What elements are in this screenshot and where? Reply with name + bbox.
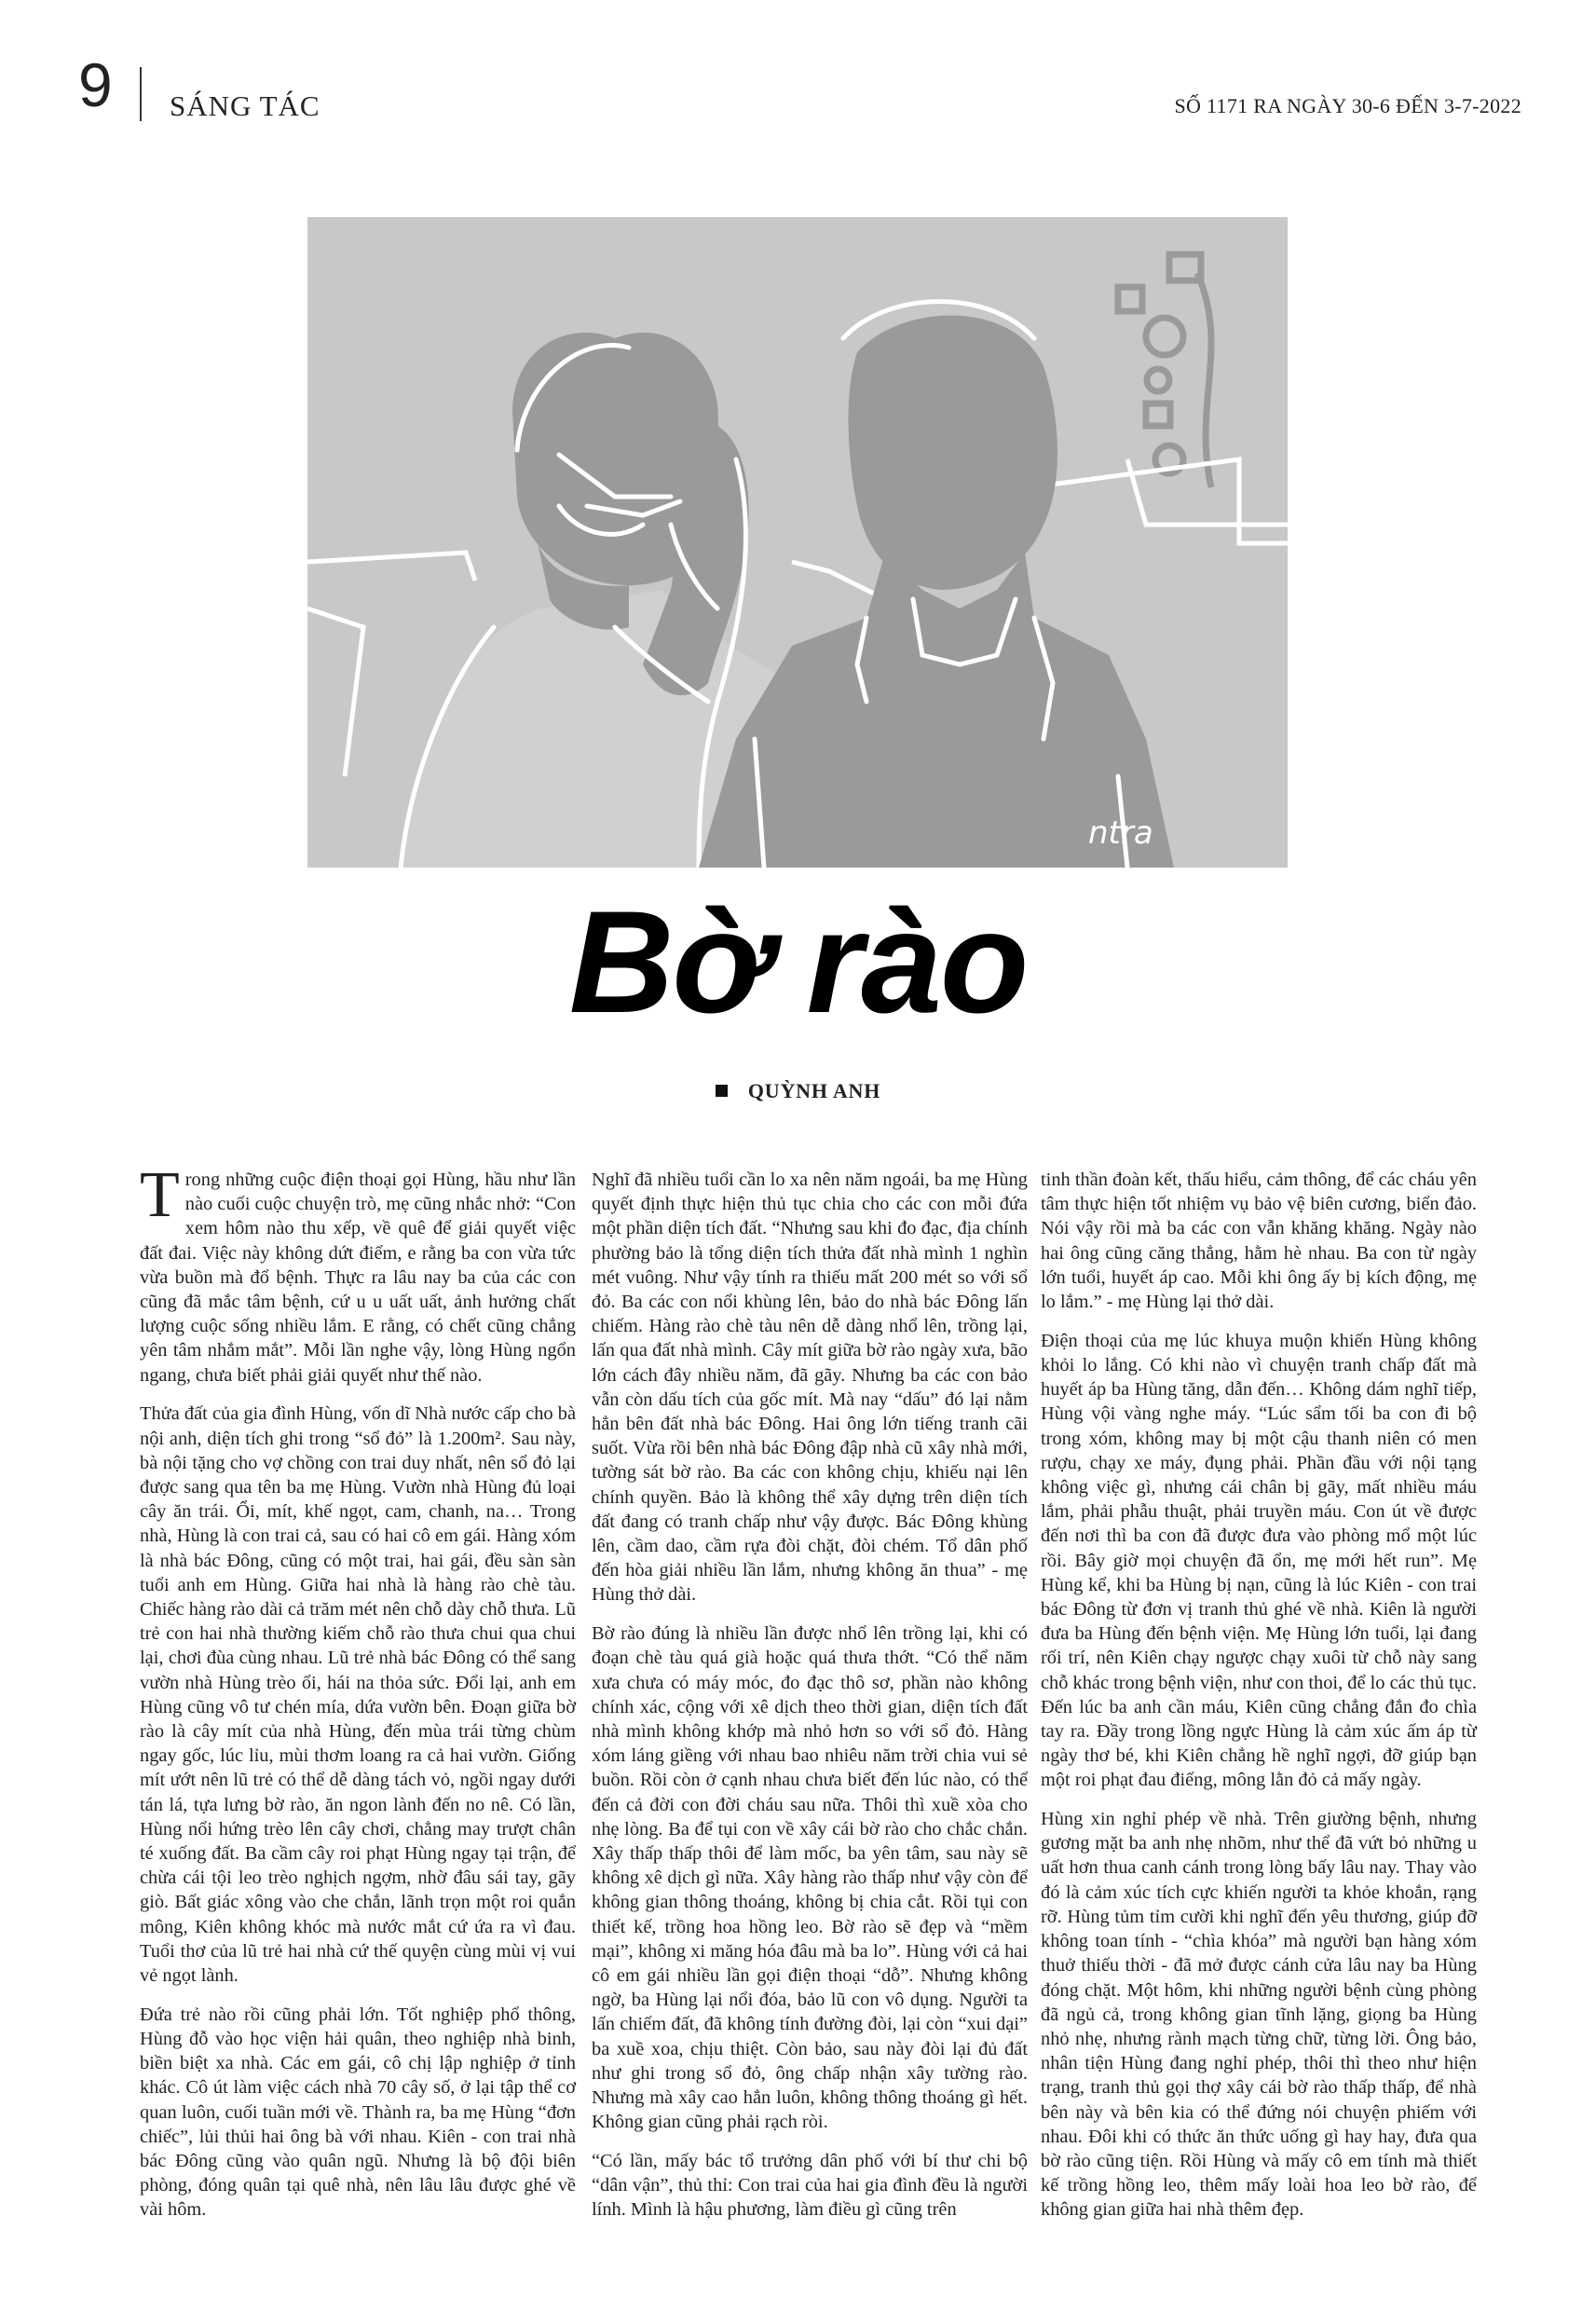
byline [0,1079,1596,1103]
paragraph: “Có lần, mấy bác tổ trưởng dân phố với bí thư chi bộ “dân vận”, thủ thỉ: Con trai của hai gia đình đều là người lính. Mình là hậu phương, làm điều gì cũng trên [592,2150,1028,2221]
paragraph: Đứa trẻ nào rồi cũng phải lớn. Tốt nghiệp phổ thông, Hùng đỗ vào học viện hải quân, theo nghiệp nhà binh, biền biệt xa nhà. Các em gái, cô chị lập nghiệp ở tỉnh khác. Cô út làm việc cách nhà 70 cây số, ở lại tập thể cơ quan luôn, cuối tuần mới về. Thành ra, ba mẹ Hùng “đơn chiếc”, lủi thủi hai ông bà với nhau. Kiên - con trai nhà bác Đông cũng vào quân ngũ. Nhưng là bộ đội biên phòng, đóng quân tại quê nhà, nên lâu lâu được ghé về vài hôm. [140,2004,576,2221]
paragraph: Bờ rào đúng là nhiều lần được nhổ lên trồng lại, khi có đoạn chè tàu quá già hoặc quá thưa thớt. “Có thể năm xưa chưa có máy móc, đo đạc thô sơ, phần nào không chính xác, cộng với xê dịch theo thời gian, diện tích đất nhà mình không khớp mà nhỏ hơn so với sổ đỏ. Hàng xóm láng giềng với nhau bao nhiêu năm trời chia vui sẻ buồn. Rồi còn ở cạnh nhau chưa biết đến lúc nào, có thể đến cả đời con đời cháu sau nữa. Thôi thì xuề xòa cho nhẹ lòng. Ba để tụi con về xây cái bờ rào cho chắc chắn. Xây thấp thấp thôi để làm mốc, ba yên tâm, sau này sẽ không xê dịch gì nữa. Xây hàng rào thấp như vậy còn để không gian thông thoáng, không bị chia cắt. Rồi tụi con thiết kế, trồng hoa hồng leo. Bờ rào sẽ đẹp và “mềm mại”, không xi măng hóa đâu mà ba lo”. Hùng với cả hai cô em gái nhiều lần gọi điện thoại “dỗ”. Nhưng không ngờ, ba Hùng lại nổi đóa, bảo lũ con vô dụng. Người ta lấn chiếm đất, đã không tính đường đòi, lại còn “xui dại” ba xuề xoa, chịu thiệt. Còn bảo, sau này đòi lại đủ đất như ghi trong sổ đỏ, ông chấp nhận xây tường rào. Nhưng mà xây cao hẳn luôn, không thông thoáng gì hết. Không gian cũng phải rạch ròi. [592,1623,1028,2133]
author-name: QUỲNH ANH [747,1079,881,1102]
article-column-3 [1041,1168,1477,2237]
issue-info: SỐ 1171 RA NGÀY 30-6 ĐẾN 3-7-2022 [1174,94,1521,117]
paragraph: tinh thần đoàn kết, thấu hiểu, cảm thông, để các cháu yên tâm thực hiện tốt nhiệm vụ bảo vệ biên cương, biển đảo. Nói vậy rồi mà ba các con vẫn khăng khăng. Ngày nào hai ông cũng căng thẳng, hằm hè nhau. Ba con từ ngày lớn tuổi, huyết áp cao. Mỗi khi ông ấy bị kích động, mẹ lo lắm.” - mẹ Hùng lại thở dài. [1041,1170,1477,1313]
drop-cap: T [140,1159,180,1231]
paragraph: Hùng xin nghỉ phép về nhà. Trên giường bệnh, nhưng gương mặt ba anh nhẹ nhõm, như thể đã vứt bỏ những u uất hơn thua canh cánh trong lòng bấy lâu nay. Thay vào đó là cảm xúc tích cực khiến người ta khỏe khoắn, rạng rỡ. Hùng tủm tỉm cười khi nghĩ đến yêu thương, giúp đỡ không toan tính - “chìa khóa” mà người bạn hàng xóm thuở thiếu thời - đã mở được cánh cửa lâu nay ba Hùng đóng chặt. Một hôm, khi những người bệnh cùng phòng đã ngủ cả, trong không gian tĩnh lặng, giọng ba Hùng nhỏ nhẹ, nhưng rành mạch từng chữ, từng lời. Ông bảo, nhân tiện Hùng đang nghỉ phép, thôi thì theo như hiện trạng, tranh thủ gọi thợ xây cái bờ rào thấp thấp, để nhà bên này và bên kia có thể đứng nói chuyện phiếm với nhau. Đôi khi có thức ăn thức uống gì hay hay, đưa qua bờ rào cũng tiện. Rồi Hùng và mấy cô em tính mà thiết kế trồng hồng leo, thêm mấy loài hoa leo bờ rào, để không gian giữa hai nhà thêm đẹp. [1041,1809,1477,2221]
illustration [307,217,1288,868]
artist-signature: ntra [1088,814,1153,852]
paragraph: Điện thoại của mẹ lúc khuya muộn khiến Hùng không khỏi lo lắng. Có khi nào vì chuyện tranh chấp đất mà huyết áp ba Hùng tăng, dẫn đến… Không dám nghĩ tiếp, Hùng vội vàng nghe máy. “Lúc sẩm tối ba con đi bộ trong xóm, không may bị một cậu thanh niên có men rượu, chạy xe máy, đụng phải. Phần đầu với nội tạng không việc gì, nhưng cái chân bị gãy, mất nhiều máu lắm, phải phẫu thuật, phải truyền máu. Con út về được đến nơi thì ba con đã được đưa vào phòng mổ một lúc rồi. Bây giờ mọi chuyện đã ổn, mẹ mới hết run”. Mẹ Hùng kể, khi ba Hùng bị nạn, cũng là lúc Kiên - con trai bác Đông từ đơn vị tranh thủ ghé về nhà. Kiên là người đưa ba Hùng đến bệnh viện. Mẹ Hùng lớn tuổi, lại đang rối trí, nên Kiên chạy ngược chạy xuôi từ chỗ này sang chỗ khác trong bệnh viện, như con thoi, để lo các thủ tục. Đến lúc ba anh cần máu, Kiên cũng chẳng đắn đo chìa tay ra. Đầy trong lồng ngực Hùng là cảm xúc ấm áp từ ngày thơ bé, khi Kiên chẳng hề nghĩ ngợi, đỡ giúp bạn một roi phạt đau điếng, mông lằn đỏ cả mấy ngày. [1041,1330,1478,1791]
article-title: Bờ rào [568,882,1028,1044]
paragraph-text: rong những cuộc điện thoại gọi Hùng, hầu như lần nào cuối cuộc chuyện trò, mẹ cũng nhắc nhở: “Con xem hôm nào thu xếp, về quê để giải quyết việc đất đai. Việc này không dứt điểm, e rằng ba con vừa tức vừa buồn mà đổ bệnh. Thực ra lâu nay ba của các con cũng đã mắc tâm bệnh, cứ u u uất uất, ảnh hưởng chất lượng cuộc sống nhiều lắm. E rằng, có chết cũng chẳng yên tâm nhắm mắt”. Mỗi lần nghe vậy, lòng Hùng ngổn ngang, chưa biết phải giải quyết như thế nào. [140,1170,576,1386]
section-title: SÁNG TÁC [170,89,321,122]
header-divider [140,67,142,121]
paragraph: Nghĩ đã nhiều tuổi cần lo xa nên năm ngoái, ba mẹ Hùng quyết định thực hiện thủ tục chia cho các con mỗi đứa một phần diện tích đất. “Nhưng sau khi đo đạc, địa chính phường bảo là tổng diện tích thửa đất nhà mình 1 nghìn mét vuông. Như vậy tính ra thiếu mất 200 mét so với sổ đỏ. Ba các con nổi khùng lên, bảo do nhà bác Đông lấn chiếm. Hàng rào chè tàu nên dễ dàng nhổ lên, trồng lại, lấn qua đất nhà mình. Cây mít giữa bờ rào ngày xưa, bão lớn cách đây nhiều năm, đã gãy. Nhưng ba các con bảo vẫn còn dấu tích của gốc mít. Mà nay “dấu” đó lại nằm hẳn bên đất nhà bác Đông. Hai ông lớn tiếng tranh cãi suốt. Vừa rồi bên nhà bác Đông đập nhà cũ xây nhà mới, tường sát bờ rào. Ba các con không chịu, khiếu nại lên chính quyền. Bảo là không thể xây dựng trên diện tích đất đang có tranh chấp như vậy được. Bác Đông khùng lên, cầm dao, cầm rựa đòi chặt, đòi chém. Tổ dân phố đến hòa giải nhiều lần lắm, nhưng không ăn thua” - mẹ Hùng thở dài. [592,1170,1028,1606]
byline-square-bullet [716,1085,728,1097]
article-column-1 [140,1159,576,2237]
paragraph: Thửa đất của gia đình Hùng, vốn dĩ Nhà nước cấp cho bà nội anh, diện tích ghi trong “sổ đỏ” là 1.200m². Sau này, bà nội tặng cho vợ chồng con trai duy nhất, nên sổ đỏ lại được sang qua tên ba mẹ Hùng. Vườn nhà Hùng đủ loại cây ăn trái. Ổi, mít, khế ngọt, cam, chanh, na… Trong nhà, Hùng là con trai cả, sau có hai cô em gái. Hàng xóm là nhà bác Đông, cũng có một trai, hai gái, đều sàn sàn tuổi anh em Hùng. Giữa hai nhà là hàng rào chè tàu. Chiếc hàng rào dài cả trăm mét nên chỗ dày chỗ thưa. Lũ trẻ con hai nhà thường kiếm chỗ rào thưa chui qua chui lại, chơi đùa cùng nhau. Lũ trẻ nhà bác Đông có thể sang vườn nhà Hùng trèo ổi, hái na thỏa sức. Đổi lại, anh em Hùng cũng vô tư chén mía, dứa vườn bên. Đoạn giữa bờ rào là cây mít của nhà Hùng, đến mùa trái từng chùm ngay gốc, lúc lỉu, mùi thơm loang ra cả hai vườn. Giống mít ướt nên lũ trẻ có thể dễ dàng tách vỏ, ngồi ngay dưới tán lá, tựa lưng bờ rào, ăn ngon lành đến no nê. Có lần, Hùng nổi hứng trèo lên cây chơi, chẳng may trượt chân té xuống đất. Ba cầm cây roi phạt Hùng ngay tại trận, để chừa cái tội leo trèo nghịch ngợm, nhờ đâu sái tay, gãy giò. Bất giác xông vào che chắn, lãnh trọn một roi quắn mông, Kiên không khóc mà nước mắt cứ ứa ra vì đau. Tuổi thơ của lũ trẻ hai nhà cứ thế quyện cùng mùi vị vui vẻ ngọt lành. [140,1403,576,1986]
paragraph [140,1159,576,1388]
article-column-2 [592,1168,1028,2237]
page-number: 9 [78,50,113,119]
